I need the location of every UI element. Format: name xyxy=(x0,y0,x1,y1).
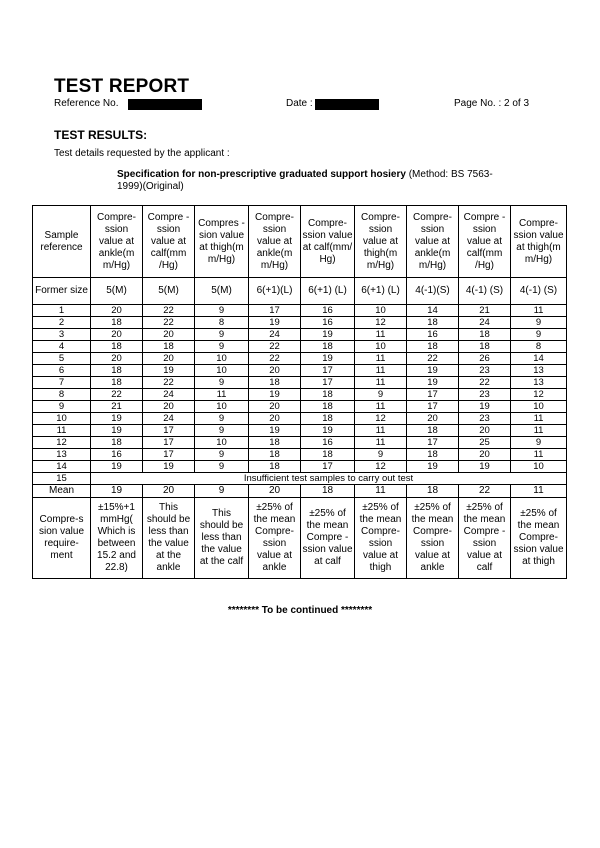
row-label-cell: 8 xyxy=(33,389,91,401)
table-cell: 19 xyxy=(91,461,143,473)
table-cell: 18 xyxy=(91,377,143,389)
table-cell: 18 xyxy=(91,365,143,377)
row-label-cell: 10 xyxy=(33,413,91,425)
row-label-cell: 4 xyxy=(33,341,91,353)
table-cell: 4(-1) (S) xyxy=(459,278,511,305)
table-cell: 17 xyxy=(407,389,459,401)
table-cell: 20 xyxy=(249,401,301,413)
row-label-cell: Sample reference xyxy=(33,206,91,278)
table-cell: 20 xyxy=(143,329,195,341)
table-cell: 9 xyxy=(355,389,407,401)
table-cell: 18 xyxy=(249,449,301,461)
table-cell: 19 xyxy=(91,425,143,437)
table-cell: 18 xyxy=(143,341,195,353)
table-cell: 11 xyxy=(355,425,407,437)
table-cell: 26 xyxy=(459,353,511,365)
table-row xyxy=(33,425,567,437)
table-cell: ±25% of the mean Compre-ssion value at ankle xyxy=(249,498,301,579)
table-cell: Compre -ssion value at calf(mm /Hg) xyxy=(143,206,195,278)
table-cell: 20 xyxy=(459,449,511,461)
table-cell: 18 xyxy=(301,341,355,353)
table-cell: 18 xyxy=(301,413,355,425)
table-cell: 11 xyxy=(511,485,567,498)
table-cell: 22 xyxy=(459,485,511,498)
table-cell: 18 xyxy=(249,377,301,389)
row-label-cell: 9 xyxy=(33,401,91,413)
table-cell: 10 xyxy=(355,305,407,317)
table-cell: 19 xyxy=(407,377,459,389)
table-cell: 8 xyxy=(195,317,249,329)
row-label-cell: 13 xyxy=(33,449,91,461)
specification-method: (Method: BS 7563-1999)(Original) xyxy=(117,169,493,192)
table-cell: ±25% of the mean Compre -ssion value at calf xyxy=(301,498,355,579)
table-cell: 16 xyxy=(301,437,355,449)
table-cell: 18 xyxy=(459,329,511,341)
table-cell: 19 xyxy=(249,389,301,401)
table-row xyxy=(33,437,567,449)
table-cell: 20 xyxy=(143,353,195,365)
table-cell: This should be less than the value at the ankle xyxy=(143,498,195,579)
table-cell: 23 xyxy=(459,389,511,401)
table-cell: 19 xyxy=(249,425,301,437)
table-cell: 18 xyxy=(301,449,355,461)
table-cell: 20 xyxy=(91,305,143,317)
table-cell: 19 xyxy=(407,365,459,377)
table-cell: 19 xyxy=(301,425,355,437)
table-row xyxy=(33,365,567,377)
table-cell: 17 xyxy=(249,305,301,317)
table-cell: ±25% of the mean Compre-ssion value at ankle xyxy=(407,498,459,579)
table-cell: 16 xyxy=(91,449,143,461)
table-cell: 11 xyxy=(355,365,407,377)
table-cell: 22 xyxy=(459,377,511,389)
table-cell: Compre -ssion value at calf(mm /Hg) xyxy=(459,206,511,278)
table-cell: 19 xyxy=(249,317,301,329)
table-cell: 20 xyxy=(407,413,459,425)
table-cell: 20 xyxy=(143,485,195,498)
table-cell: 18 xyxy=(301,389,355,401)
table-cell: 18 xyxy=(249,461,301,473)
results-heading: TEST RESULTS: xyxy=(54,128,148,142)
table-cell: 23 xyxy=(459,413,511,425)
table-cell: 8 xyxy=(511,341,567,353)
continued-note: ******** To be continued ******** xyxy=(227,605,373,616)
table-cell: 24 xyxy=(143,413,195,425)
report-title: TEST REPORT xyxy=(54,76,190,97)
table-cell: 18 xyxy=(91,341,143,353)
table-cell: 22 xyxy=(407,353,459,365)
table-cell: 21 xyxy=(91,401,143,413)
results-table-body xyxy=(33,206,567,579)
table-cell: 11 xyxy=(195,389,249,401)
row-label-cell: Former size xyxy=(33,278,91,305)
table-cell: 9 xyxy=(195,377,249,389)
table-cell: 9 xyxy=(195,425,249,437)
table-cell: 18 xyxy=(91,437,143,449)
table-row xyxy=(33,329,567,341)
table-cell: 11 xyxy=(511,413,567,425)
table-cell: 19 xyxy=(459,401,511,413)
table-cell: 6(+1) (L) xyxy=(301,278,355,305)
table-cell: 24 xyxy=(249,329,301,341)
table-row xyxy=(33,461,567,473)
table-cell: 14 xyxy=(407,305,459,317)
table-cell: 18 xyxy=(407,425,459,437)
table-cell: 18 xyxy=(407,341,459,353)
table-cell: Compres -sion value at thigh(m m/Hg) xyxy=(195,206,249,278)
table-cell: 11 xyxy=(511,305,567,317)
table-cell: 10 xyxy=(511,461,567,473)
table-cell: Compre-ssion value at ankle(m m/Hg) xyxy=(407,206,459,278)
table-cell: Compre-ssion value at ankle(m m/Hg) xyxy=(91,206,143,278)
table-cell: 9 xyxy=(195,305,249,317)
table-cell: 24 xyxy=(143,389,195,401)
table-cell: 19 xyxy=(143,365,195,377)
table-cell: 22 xyxy=(91,389,143,401)
table-cell: 11 xyxy=(355,353,407,365)
table-cell: 5(M) xyxy=(143,278,195,305)
row-label-cell: 15 xyxy=(33,473,91,485)
table-cell: 9 xyxy=(511,437,567,449)
table-cell: 19 xyxy=(143,461,195,473)
row-label-cell: 5 xyxy=(33,353,91,365)
date-label: Date : xyxy=(286,98,313,109)
insufficient-samples-note: Insufficient test samples to carry out test xyxy=(91,473,567,485)
table-cell: 18 xyxy=(459,341,511,353)
table-cell: 19 xyxy=(91,413,143,425)
table-cell: 10 xyxy=(195,353,249,365)
reference-label: Reference No. xyxy=(54,98,119,109)
table-row xyxy=(33,341,567,353)
specification-title: Specification for non-prescriptive graduated support hosiery xyxy=(117,169,406,180)
table-cell: 22 xyxy=(143,377,195,389)
table-row xyxy=(33,401,567,413)
former-size-row xyxy=(33,278,567,305)
mean-row xyxy=(33,485,567,498)
table-cell: 17 xyxy=(301,365,355,377)
table-cell: 25 xyxy=(459,437,511,449)
table-cell: ±25% of the mean Compre-ssion value at thigh xyxy=(511,498,567,579)
reference-redaction xyxy=(128,99,202,110)
table-cell: Compre-ssion value at thigh(m m/Hg) xyxy=(355,206,407,278)
row-label-cell: 12 xyxy=(33,437,91,449)
row-label-cell: 7 xyxy=(33,377,91,389)
reference-line xyxy=(54,98,554,112)
table-cell: 19 xyxy=(301,353,355,365)
table-row xyxy=(33,413,567,425)
table-cell: 10 xyxy=(195,365,249,377)
table-cell: 11 xyxy=(355,485,407,498)
table-cell: 17 xyxy=(143,437,195,449)
table-cell: 11 xyxy=(355,401,407,413)
table-cell: 16 xyxy=(301,317,355,329)
table-cell: 19 xyxy=(459,461,511,473)
table-cell: 4(-1)(S) xyxy=(407,278,459,305)
table-cell: 9 xyxy=(195,485,249,498)
table-cell: 24 xyxy=(459,317,511,329)
table-cell: 20 xyxy=(91,329,143,341)
row-label-cell: 11 xyxy=(33,425,91,437)
table-cell: 22 xyxy=(143,317,195,329)
table-cell: 18 xyxy=(91,317,143,329)
table-cell: 6(+1)(L) xyxy=(249,278,301,305)
table-cell: 11 xyxy=(511,425,567,437)
table-cell: 22 xyxy=(249,353,301,365)
results-subheading: Test details requested by the applicant : xyxy=(54,148,230,159)
table-cell: 9 xyxy=(195,449,249,461)
table-cell: 18 xyxy=(301,401,355,413)
row-label-cell: 1 xyxy=(33,305,91,317)
table-cell: 17 xyxy=(407,437,459,449)
table-cell: 20 xyxy=(249,485,301,498)
table-cell: 19 xyxy=(91,485,143,498)
table-row xyxy=(33,449,567,461)
table-cell: 17 xyxy=(301,461,355,473)
page-number: Page No. : 2 of 3 xyxy=(454,98,530,109)
row-label-cell: 3 xyxy=(33,329,91,341)
table-cell: 9 xyxy=(195,341,249,353)
table-row xyxy=(33,353,567,365)
table-cell: 13 xyxy=(511,377,567,389)
table-cell: 23 xyxy=(459,365,511,377)
table-cell: 10 xyxy=(355,341,407,353)
results-table xyxy=(32,205,567,579)
table-cell: 10 xyxy=(511,401,567,413)
row-label-cell: Mean xyxy=(33,485,91,498)
table-cell: 9 xyxy=(511,329,567,341)
table-cell: 9 xyxy=(511,317,567,329)
table-cell: ±25% of the mean Compre-ssion value at thigh xyxy=(355,498,407,579)
table-cell: 21 xyxy=(459,305,511,317)
table-cell: 9 xyxy=(195,461,249,473)
table-cell: 9 xyxy=(195,413,249,425)
specification-text xyxy=(117,169,517,193)
table-cell: 12 xyxy=(355,317,407,329)
table-cell: 14 xyxy=(511,353,567,365)
table-header-row xyxy=(33,206,567,278)
table-cell: Compre-ssion value at calf(mm/ Hg) xyxy=(301,206,355,278)
table-cell: 11 xyxy=(511,449,567,461)
table-cell: 18 xyxy=(407,449,459,461)
table-cell: 11 xyxy=(355,437,407,449)
table-cell: 5(M) xyxy=(195,278,249,305)
table-cell: 17 xyxy=(143,425,195,437)
table-cell: 16 xyxy=(301,305,355,317)
row-label-cell: 2 xyxy=(33,317,91,329)
table-cell: 20 xyxy=(249,365,301,377)
row-label-cell: 6 xyxy=(33,365,91,377)
table-row xyxy=(33,389,567,401)
table-cell: 11 xyxy=(355,377,407,389)
table-cell: 22 xyxy=(249,341,301,353)
table-cell: 18 xyxy=(407,317,459,329)
table-cell: 5(M) xyxy=(91,278,143,305)
table-cell: 10 xyxy=(195,401,249,413)
table-cell: 22 xyxy=(143,305,195,317)
table-cell: 16 xyxy=(407,329,459,341)
table-cell: 19 xyxy=(301,329,355,341)
table-cell: 12 xyxy=(355,461,407,473)
table-cell: 12 xyxy=(511,389,567,401)
table-cell: 18 xyxy=(407,485,459,498)
date-redaction xyxy=(315,99,379,110)
table-cell: 11 xyxy=(355,329,407,341)
table-cell: 6(+1) (L) xyxy=(355,278,407,305)
table-cell: 19 xyxy=(407,461,459,473)
table-cell: 4(-1) (S) xyxy=(511,278,567,305)
table-cell: 20 xyxy=(249,413,301,425)
requirement-row xyxy=(33,498,567,579)
table-cell: This should be less than the value at the calf xyxy=(195,498,249,579)
table-cell: 9 xyxy=(195,329,249,341)
table-row xyxy=(33,317,567,329)
table-row xyxy=(33,377,567,389)
table-cell: ±15%+1 mmHg( Which is between 15.2 and 22.8) xyxy=(91,498,143,579)
table-cell: 12 xyxy=(355,413,407,425)
table-cell: 20 xyxy=(143,401,195,413)
row-label-cell: 14 xyxy=(33,461,91,473)
table-cell: 18 xyxy=(249,437,301,449)
table-cell: 18 xyxy=(301,485,355,498)
table-cell: Compre-ssion value at ankle(m m/Hg) xyxy=(249,206,301,278)
table-cell: 13 xyxy=(511,365,567,377)
table-cell: ±25% of the mean Compre -ssion value at calf xyxy=(459,498,511,579)
table-cell: 9 xyxy=(355,449,407,461)
table-cell: 20 xyxy=(459,425,511,437)
table-cell: 20 xyxy=(91,353,143,365)
table-cell: Compre-ssion value at thigh(m m/Hg) xyxy=(511,206,567,278)
table-cell: 17 xyxy=(143,449,195,461)
table-cell: 17 xyxy=(407,401,459,413)
row-label-cell: Compre-s sion value require-ment xyxy=(33,498,91,579)
table-cell: 10 xyxy=(195,437,249,449)
table-row xyxy=(33,305,567,317)
table-cell: 17 xyxy=(301,377,355,389)
table-row-insufficient xyxy=(33,473,567,485)
